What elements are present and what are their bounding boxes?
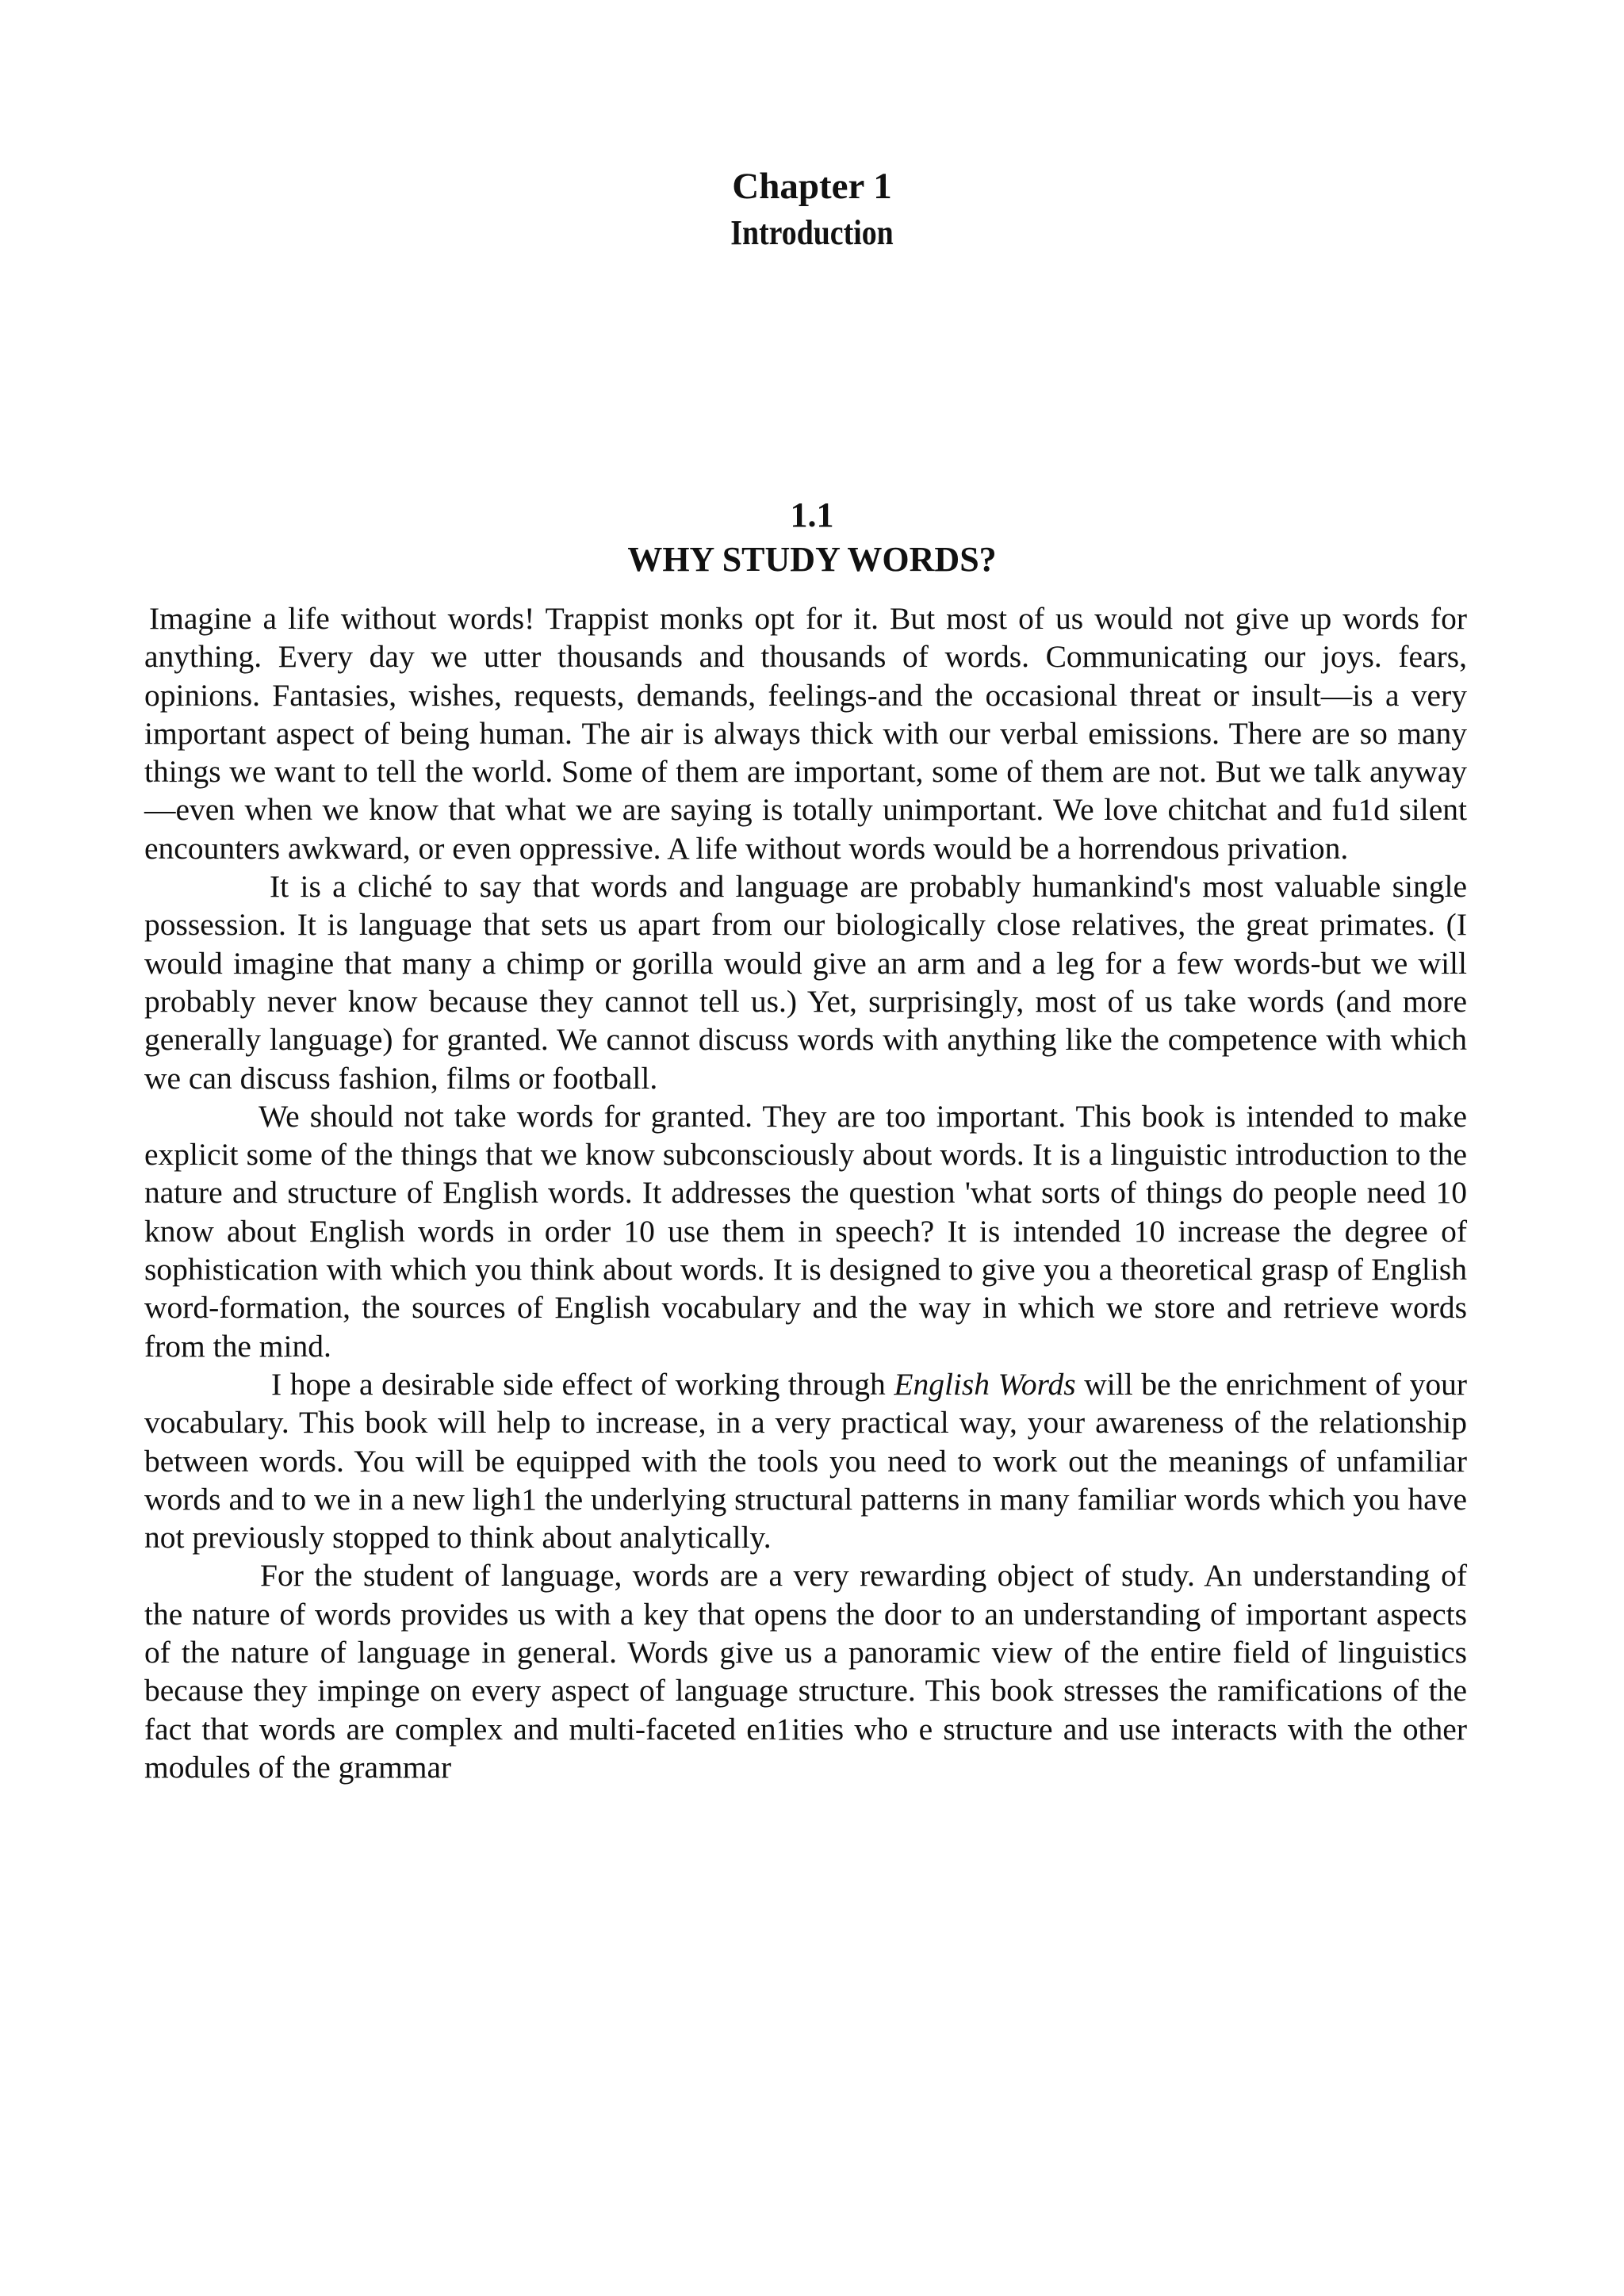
- section-number: 1.1: [790, 496, 834, 534]
- section-title: WHY STUDY WORDS?: [627, 540, 997, 579]
- paragraph-2: It is a cliché to say that words and language are probably humankind's most valuable single possession. It is language that sets us apart from our biologically close relatives, the great primates. (I would imagine that many a chimp or gorilla would give an arm and a leg for a few words-but we will probably never know because they cannot tell us.) Yet, surprisingly, most of us take words (and more generally language) for granted. We cannot discuss words with anything like the competence with which we can discuss fashion, films or football.: [144, 869, 1467, 1096]
- paragraph-5: For the student of language, words are a very rewarding object of study. An understanding of the nature of words provides us with a key that opens the door to an understanding of important aspects of the nature of language in general. Words give us a panoramic view of the entire field of linguistics because they impinge on every aspect of language structure. This book stresses the ramifications of the fact that words are complex and multi-faceted en1ities who e structure and use interacts with the other modules of the grammar: [144, 1558, 1467, 1785]
- chapter-heading: [0, 163, 1624, 256]
- paragraph-4-lead: I hope a desirable side effect of working through: [271, 1366, 894, 1402]
- section-heading: [0, 493, 1624, 582]
- paragraph-4: [144, 1365, 1467, 1556]
- chapter-title: Chapter 1: [732, 166, 892, 207]
- body-text: [144, 599, 1467, 1786]
- book-title-italic: English Words: [894, 1366, 1076, 1402]
- paragraph-4-rest: will be the enrichment of your vocabulary. This book will help to increase, in a very practical way, your awareness of the relationship between words. You will be equipped with the tools you need to work out the meanings of unfamiliar words and to we in a new ligh1 the underlying structural patterns in many familiar words which you have not previously stopped to think about analytically.: [144, 1366, 1467, 1556]
- paragraph-1: Imagine a life without words! Trappist monks opt for it. But most of us would not give up words for anything. Every day we utter thousands and thousands of words. Communicating our joys. fears, opinions. Fantasies, wishes, requests, demands, feelings-and the occasional threat or insult—is a very important aspect of being human. The air is always thick with our verbal emissions. There are so many things we want to tell the world. Some of them are important, some of them are not. But we talk anyway—even when we know that what we are saying is totally unimportant. We love chitchat and fu1d silent encounters awkward, or even oppressive. A life without words would be a horrendous privation.: [144, 601, 1467, 866]
- paragraph-3: We should not take words for granted. They are too important. This book is intended to make explicit some of the things that we know subconsciously about words. It is a linguistic introduction to the nature and structure of English words. It addresses the question 'what sorts of things do people need 10 know about English words in order 10 use them in speech? It is intended 10 increase the degree of sophistication with which you think about words. It is designed to give you a theoretical grasp of English word-formation, the sources of English vocabulary and the way in which we store and retrieve words from the mind.: [144, 1098, 1467, 1364]
- chapter-subtitle: Introduction: [730, 213, 894, 252]
